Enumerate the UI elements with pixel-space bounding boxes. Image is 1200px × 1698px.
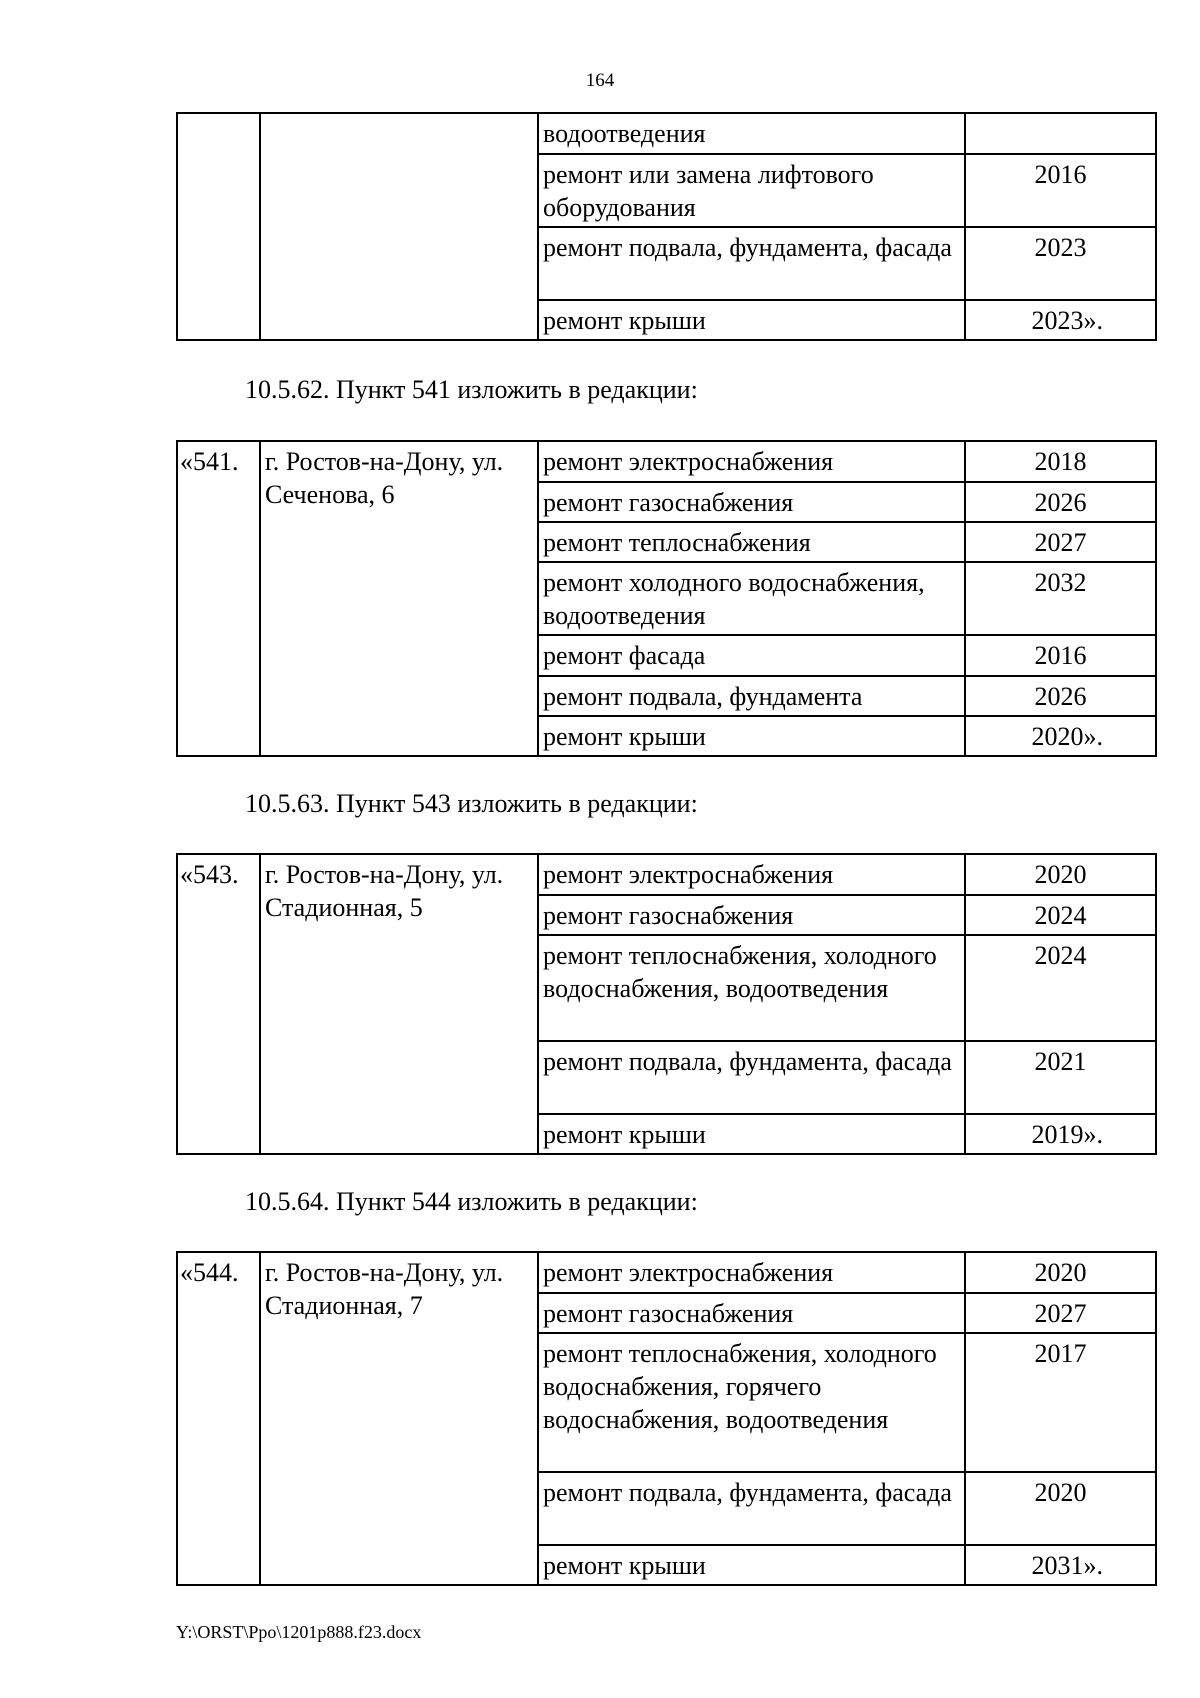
year-cell: 2026 [965,482,1156,522]
item-table-544 [176,1251,1157,1586]
year-cell: 2019». [965,1114,1156,1154]
table-row [177,113,1156,154]
item-number: «543. [177,854,260,1154]
year-cell: 2023 [965,227,1156,300]
year-cell: 2016 [965,635,1156,676]
item-address: г. Ростов-на-Дону, ул. Стадионная, 5 [260,854,538,1154]
work-cell: ремонт холодного водоснабжения, водоотведения [538,562,965,635]
year-cell [965,113,1156,154]
work-cell: ремонт теплоснабжения [538,522,965,562]
continuation-table [176,112,1157,341]
table-row [177,854,1156,895]
work-cell: ремонт электроснабжения [538,441,965,482]
table-row [177,1252,1156,1293]
work-cell: ремонт крыши [538,1114,965,1154]
year-cell: 2021 [965,1041,1156,1114]
work-cell: ремонт фасада [538,635,965,676]
work-cell: ремонт теплоснабжения, холодного водоснабжения, горячего водоснабжения, водоотведения [538,1333,965,1472]
work-cell: ремонт электроснабжения [538,854,965,895]
year-cell: 2020 [965,1472,1156,1545]
work-cell: ремонт подвала, фундамента [538,676,965,716]
work-cell: ремонт электроснабжения [538,1252,965,1293]
work-cell: ремонт газоснабжения [538,482,965,522]
section-heading: 10.5.62. Пункт 541 изложить в редакции: [245,375,698,404]
item-table-541 [176,440,1157,757]
item-number: «541. [177,441,260,756]
work-cell: ремонт подвала, фундамента, фасада [538,1041,965,1114]
year-cell: 2020 [965,854,1156,895]
item-address: г. Ростов-на-Дону, ул. Сеченова, 6 [260,441,538,756]
year-cell: 2024 [965,895,1156,935]
work-cell: ремонт газоснабжения [538,1293,965,1333]
work-cell: ремонт крыши [538,1545,965,1585]
number-cell [177,113,260,340]
work-cell: ремонт газоснабжения [538,895,965,935]
year-cell: 2016 [965,154,1156,227]
year-cell: 2024 [965,935,1156,1041]
year-cell: 2023». [965,300,1156,340]
work-cell: водоотведения [538,113,965,154]
year-cell: 2027 [965,1293,1156,1333]
year-cell: 2018 [965,441,1156,482]
year-cell: 2020». [965,716,1156,756]
item-address: г. Ростов-на-Дону, ул. Стадионная, 7 [260,1252,538,1585]
section-heading: 10.5.63. Пункт 543 изложить в редакции: [245,789,698,818]
work-cell: ремонт крыши [538,716,965,756]
address-cell [260,113,538,340]
work-cell: ремонт или замена лифтового оборудования [538,154,965,227]
section-heading: 10.5.64. Пункт 544 изложить в редакции: [245,1187,698,1216]
item-number: «544. [177,1252,260,1585]
work-cell: ремонт подвала, фундамента, фасада [538,227,965,300]
year-cell: 2032 [965,562,1156,635]
work-cell: ремонт крыши [538,300,965,340]
year-cell: 2031». [965,1545,1156,1585]
table-row [177,441,1156,482]
year-cell: 2020 [965,1252,1156,1293]
page-number: 164 [585,70,615,91]
year-cell: 2017 [965,1333,1156,1472]
work-cell: ремонт подвала, фундамента, фасада [538,1472,965,1545]
work-cell: ремонт теплоснабжения, холодного водоснабжения, водоотведения [538,935,965,1041]
year-cell: 2026 [965,676,1156,716]
item-table-543 [176,853,1157,1155]
footer-file-path: Y:\ORST\Ppo\1201p888.f23.docx [176,1622,422,1642]
year-cell: 2027 [965,522,1156,562]
